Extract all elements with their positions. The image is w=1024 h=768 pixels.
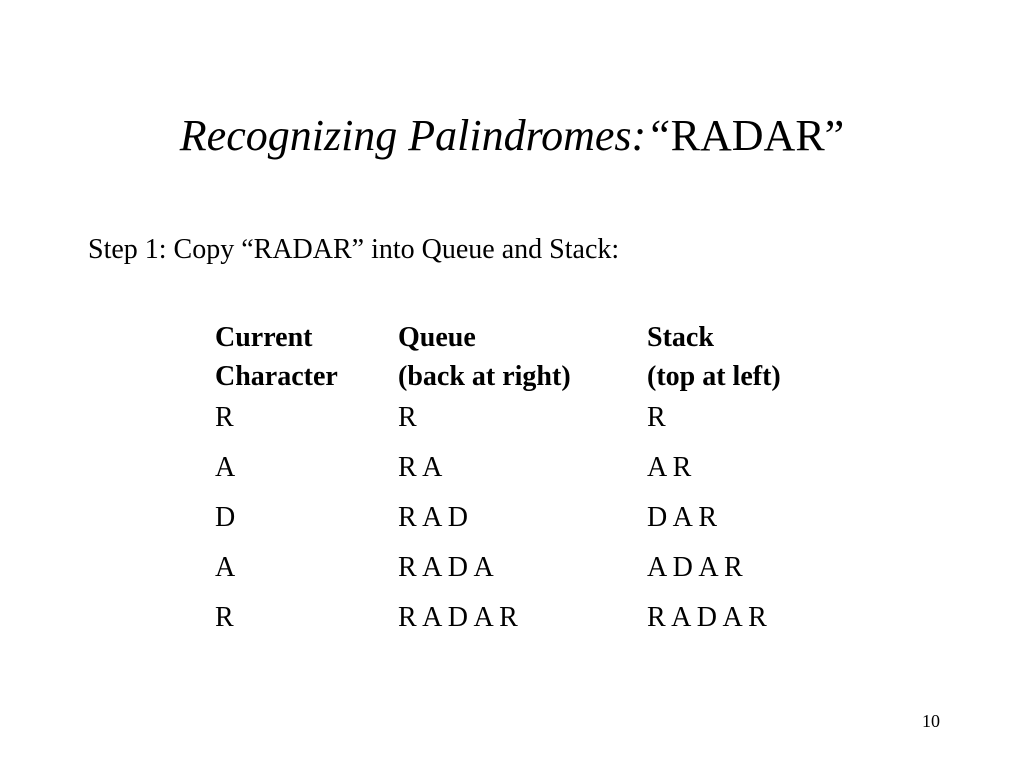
title-plain-part: RADAR” xyxy=(670,111,845,160)
header-line: Current xyxy=(215,322,313,353)
step-instruction: Step 1: Copy “RADAR” into Queue and Stack: xyxy=(88,234,620,265)
stack-cell: D A R xyxy=(647,502,718,533)
stack-cell: R A D A R xyxy=(647,602,767,633)
header-line: Queue xyxy=(398,322,476,353)
header-line: Stack xyxy=(647,322,714,353)
title-italic-part: Recognizing Palindromes:“ xyxy=(179,111,671,160)
stack-cell: R xyxy=(647,402,666,433)
stack-cell: A R xyxy=(647,452,692,483)
header-line: (back at right) xyxy=(398,361,571,392)
current-character-cell: A xyxy=(215,452,236,483)
queue-cell: R A D A R xyxy=(398,602,518,633)
header-current-character xyxy=(215,318,338,396)
header-queue xyxy=(398,318,571,396)
current-character-cell: A xyxy=(215,552,236,583)
queue-cell: R xyxy=(398,402,417,433)
queue-cell: R A D A xyxy=(398,552,494,583)
current-character-cell: D xyxy=(215,502,236,533)
stack-cell: A D A R xyxy=(647,552,743,583)
header-line: Character xyxy=(215,361,338,392)
header-stack xyxy=(647,318,781,396)
page-number: 10 xyxy=(922,711,940,731)
queue-cell: R A xyxy=(398,452,443,483)
current-character-cell: R xyxy=(215,402,234,433)
header-line: (top at left) xyxy=(647,361,781,392)
current-character-cell: R xyxy=(215,602,234,633)
slide-title xyxy=(0,106,1024,166)
queue-cell: R A D xyxy=(398,502,469,533)
